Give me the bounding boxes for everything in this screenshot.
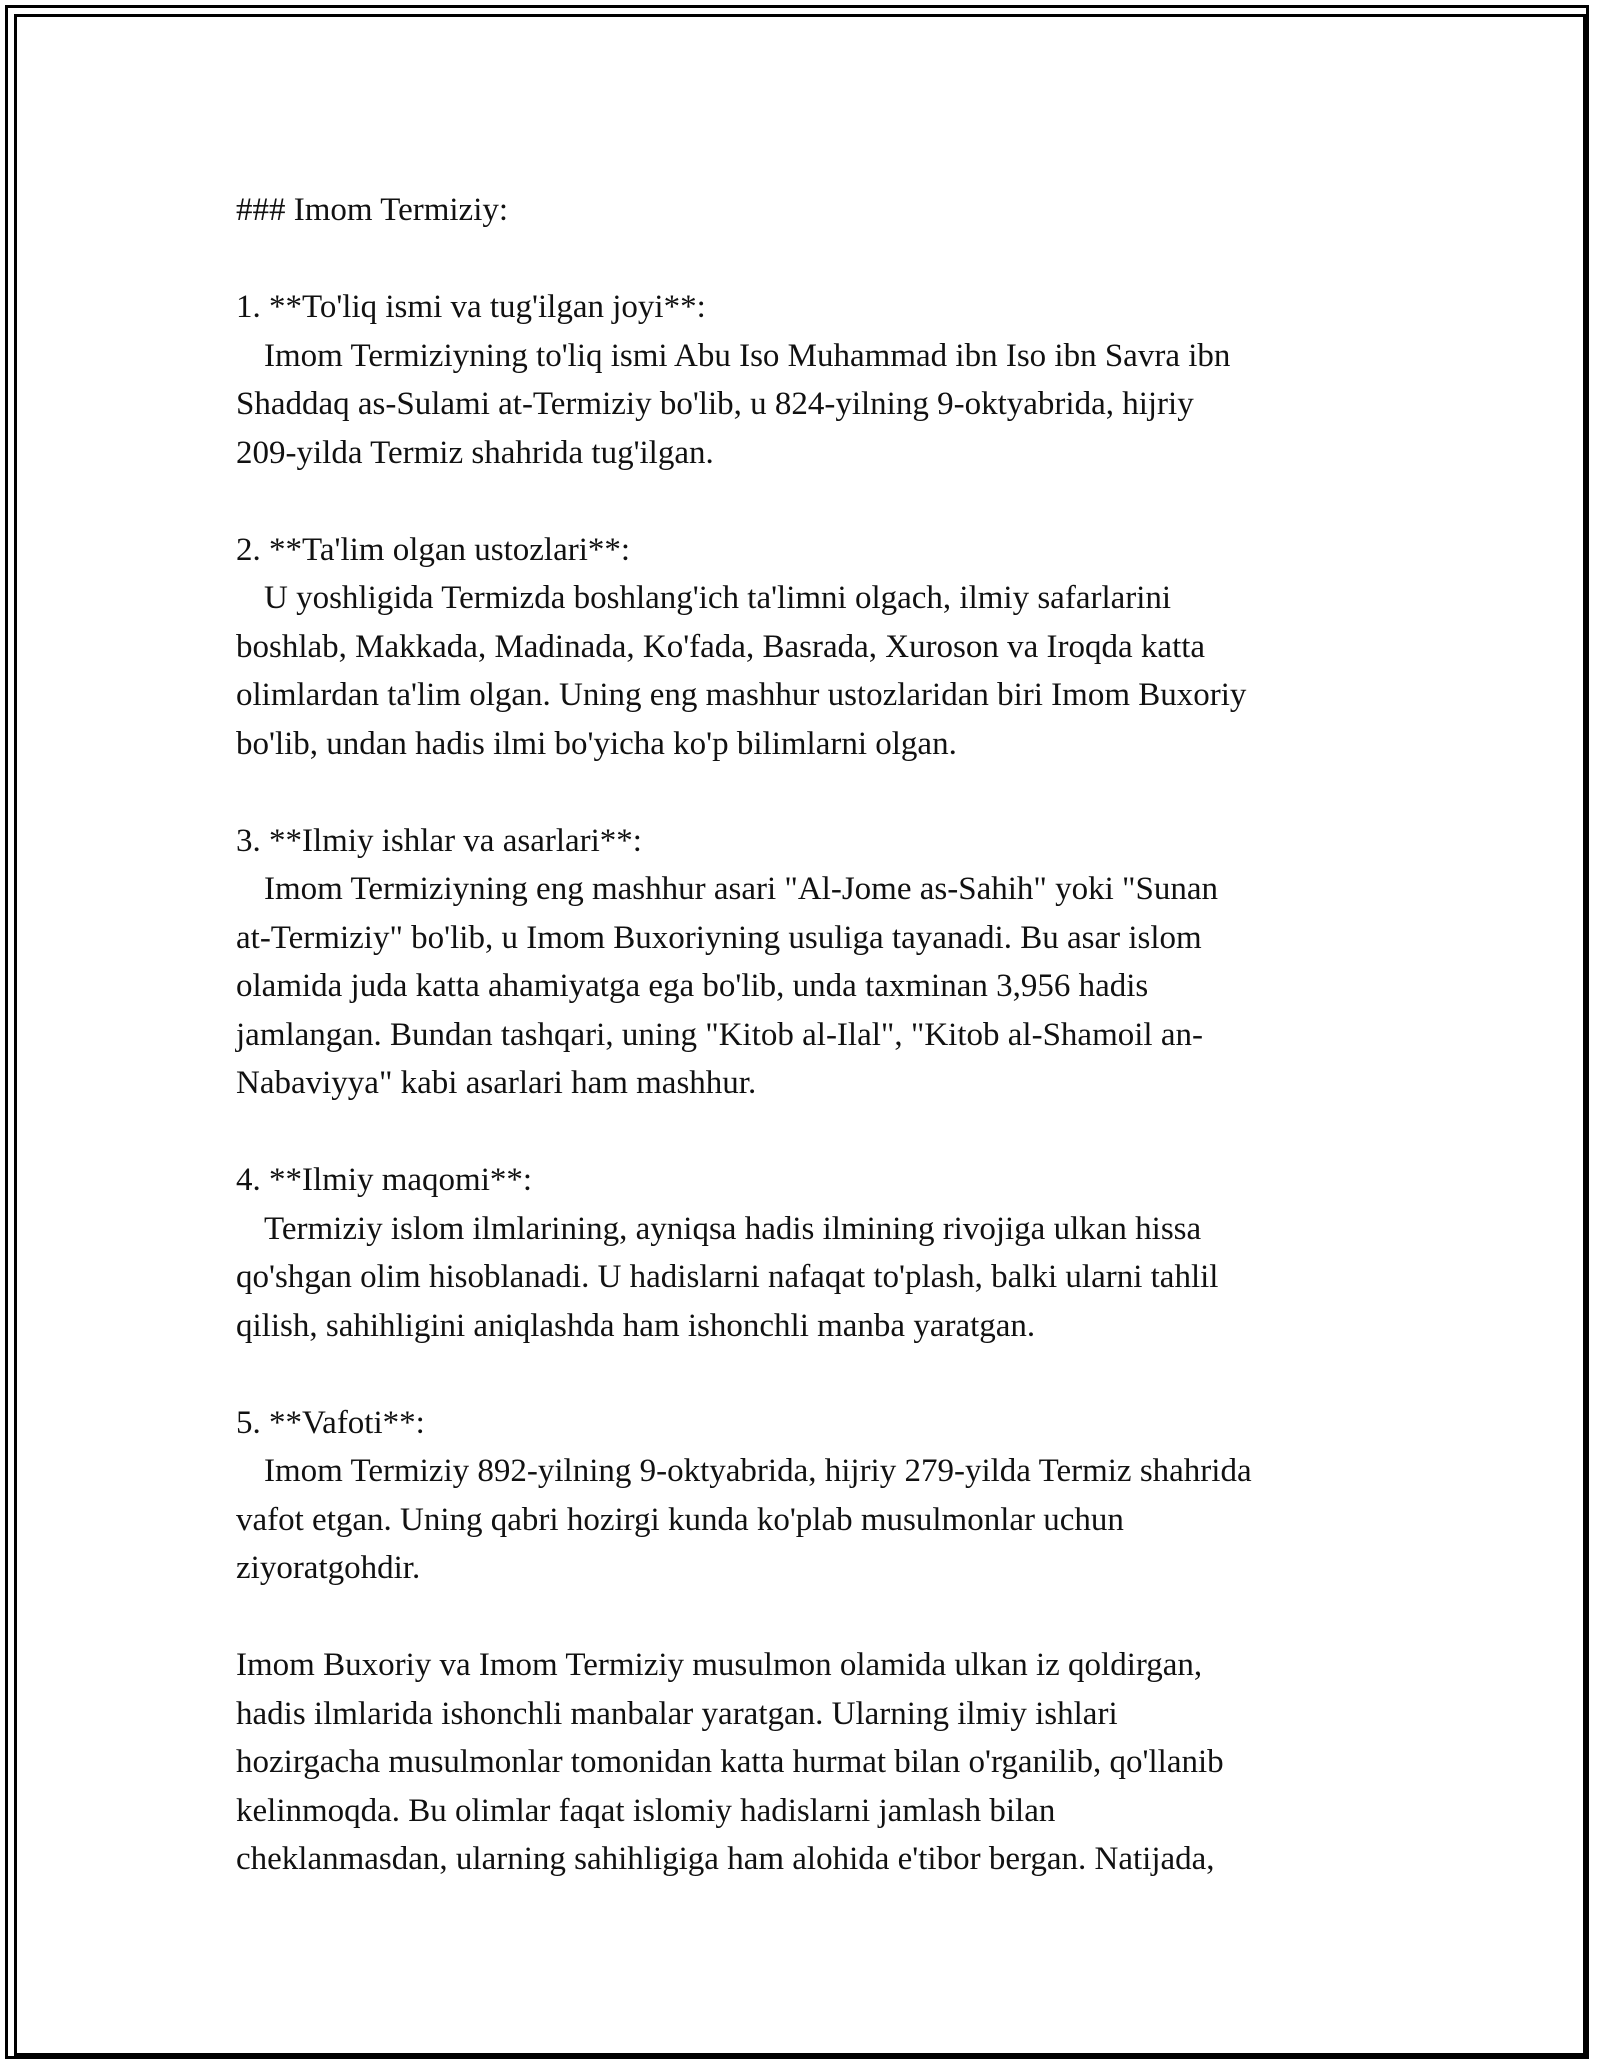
- blank-line: [236, 1350, 1386, 1399]
- document-body: [236, 186, 1386, 1884]
- section-line: Nabaviyya" kabi asarlari ham mashhur.: [236, 1065, 757, 1101]
- section-line: Termiziy islom ilmlarining, ayniqsa hadis ilmining rivojiga ulkan hissa: [264, 1210, 1202, 1247]
- section-line: qo'shgan olim hisoblanadi. U hadislarni nafaqat to'plash, balki ularni tahlil: [236, 1259, 1219, 1295]
- section-3: [236, 817, 1386, 1108]
- section-line: olimlardan ta'lim olgan. Uning eng mashhur ustozlaridan biri Imom Buxoriy: [236, 677, 1247, 713]
- blank-line: [236, 235, 1386, 284]
- section-4: [236, 1156, 1386, 1350]
- section-title: 2. **Ta'lim olgan ustozlari**:: [236, 531, 631, 568]
- section-5: [236, 1399, 1386, 1593]
- conclusion-line: cheklanmasdan, ularning sahihligiga ham alohida e'tibor bergan. Natijada,: [236, 1841, 1215, 1877]
- section-line: U yoshligida Termizda boshlang'ich ta'limni olgach, ilmiy safarlarini: [264, 580, 1172, 616]
- section-title: 4. **Ilmiy maqomi**:: [236, 1162, 533, 1198]
- blank-line: [236, 768, 1386, 817]
- section-1: [236, 283, 1386, 477]
- blank-line: [236, 477, 1386, 526]
- section-line: boshlab, Makkada, Madinada, Ko'fada, Basrada, Xuroson va Iroqda katta: [236, 628, 1206, 665]
- section-line: Shaddaq as-Sulami at-Termiziy bo'lib, u 824-yilning 9-oktyabrida, hijriy: [236, 386, 1194, 422]
- document-heading: ### Imom Termiziy:: [236, 192, 509, 228]
- section-line: Imom Termiziyning eng mashhur asari "Al-Jome as-Sahih" yoki "Sunan: [264, 871, 1219, 907]
- section-line: bo'lib, undan hadis ilmi bo'yicha ko'p bilimlarni olgan.: [236, 725, 957, 762]
- conclusion-line: Imom Buxoriy va Imom Termiziy musulmon olamida ulkan iz qoldirgan,: [236, 1647, 1203, 1683]
- section-title: 5. **Vafoti**:: [236, 1404, 425, 1441]
- section-line: qilish, sahihligini aniqlashda ham ishonchli manba yaratgan.: [236, 1307, 1036, 1344]
- section-title: 1. **To'liq ismi va tug'ilgan joyi**:: [236, 289, 706, 325]
- section-line: vafot etgan. Uning qabri hozirgi kunda ko'plab musulmonlar uchun: [236, 1501, 1124, 1538]
- section-line: Imom Termiziy 892-yilning 9-oktyabrida, hijriy 279-yilda Termiz shahrida: [264, 1453, 1252, 1489]
- conclusion-line: hozirgacha musulmonlar tomonidan katta hurmat bilan o'rganilib, qo'llanib: [236, 1744, 1224, 1780]
- section-line: ziyoratgohdir.: [236, 1550, 421, 1586]
- section-line: jamlangan. Bundan tashqari, uning "Kitob al-Ilal", "Kitob al-Shamoil an-: [236, 1016, 1203, 1053]
- blank-line: [236, 1593, 1386, 1642]
- section-title: 3. **Ilmiy ishlar va asarlari**:: [236, 822, 642, 859]
- section-line: at-Termiziy" bo'lib, u Imom Buxoriyning usuliga tayanadi. Bu asar islom: [236, 919, 1202, 956]
- blank-line: [236, 1108, 1386, 1157]
- section-line: olamida juda katta ahamiyatga ega bo'lib, unda taxminan 3,956 hadis: [236, 968, 1149, 1004]
- section-2: [236, 526, 1386, 769]
- section-line: Imom Termiziyning to'liq ismi Abu Iso Muhammad ibn Iso ibn Savra ibn: [264, 337, 1231, 374]
- conclusion-paragraph: [236, 1641, 1386, 1884]
- conclusion-line: kelinmoqda. Bu olimlar faqat islomiy hadislarni jamlash bilan: [236, 1792, 1056, 1829]
- section-line: 209-yilda Termiz shahrida tug'ilgan.: [236, 434, 714, 471]
- conclusion-line: hadis ilmlarida ishonchli manbalar yaratgan. Ularning ilmiy ishlari: [236, 1695, 1118, 1732]
